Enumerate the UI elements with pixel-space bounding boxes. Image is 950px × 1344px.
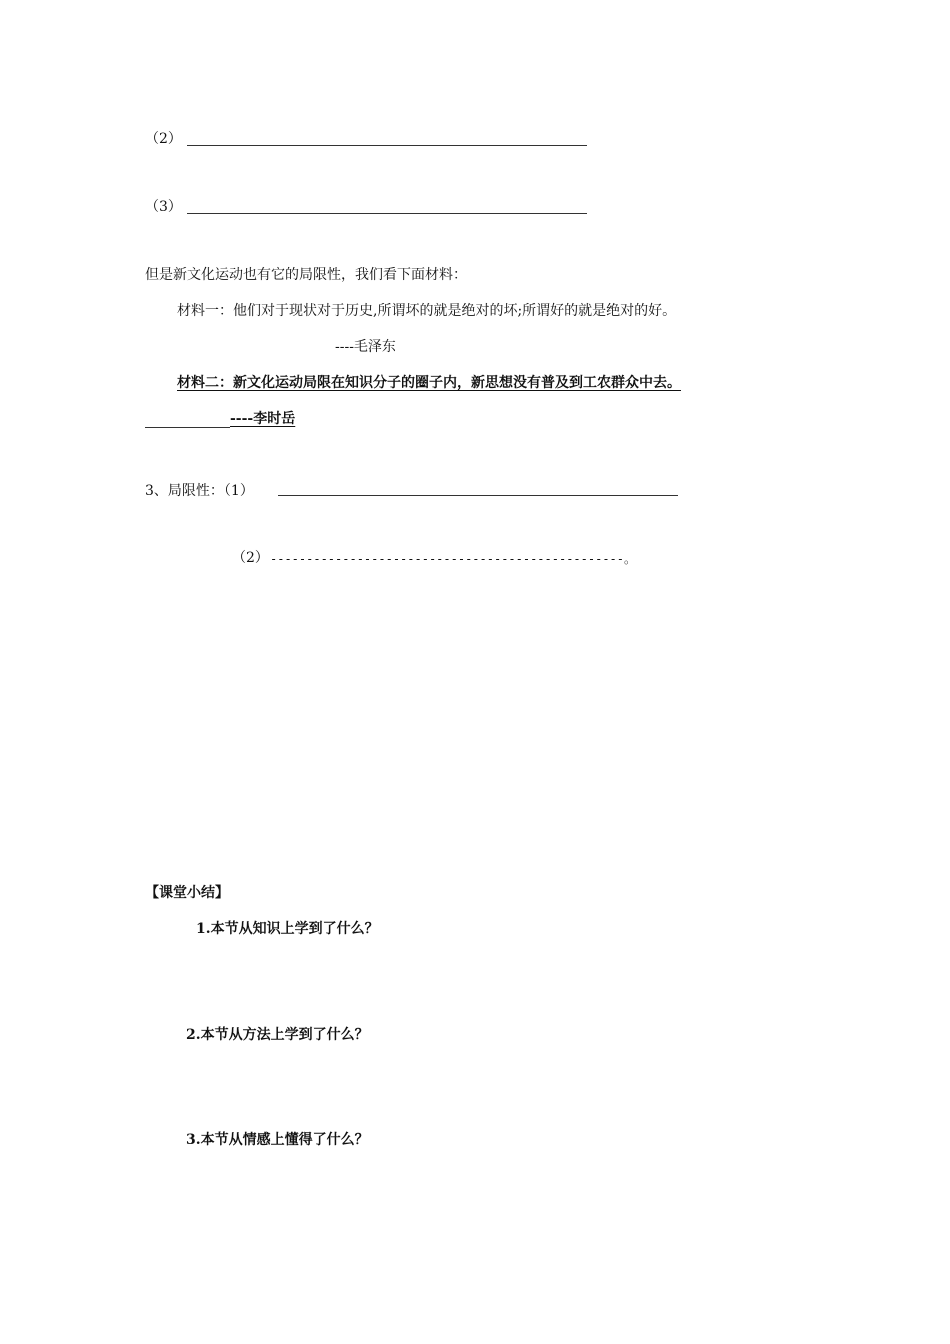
limitations-label: 3、局限性：（1） xyxy=(145,483,254,499)
material-one-text: 材料一：他们对于现状对于历史,所谓坏的就是绝对的坏;所谓好的就是绝对的好。 xyxy=(177,303,677,319)
material-one-attribution: ----毛泽东 xyxy=(335,339,396,355)
answer-blank-line xyxy=(187,213,587,214)
material-two-attribution: ----李时岳 xyxy=(230,411,296,427)
limitations-item2-blank: -------------------------------------------------。 xyxy=(270,552,637,566)
summary-question-1: 1.本节从知识上学到了什么？ xyxy=(196,921,379,937)
summary-question-2: 2.本节从方法上学到了什么？ xyxy=(186,1027,369,1043)
material-two-text: 材料二：新文化运动局限在知识分子的圈子内，新思想没有普及到工农群众中去。 xyxy=(177,375,681,391)
summary-heading: 【课堂小结】 xyxy=(145,885,229,901)
intro-text: 但是新文化运动也有它的局限性，我们看下面材料： xyxy=(145,267,467,283)
material-two-underline-lead xyxy=(145,427,230,428)
blank-label-2: （2） xyxy=(145,131,182,147)
answer-blank-line xyxy=(278,495,678,496)
limitations-item2-label: （2） xyxy=(232,550,269,566)
answer-blank-line xyxy=(187,145,587,146)
blank-label-3: （3） xyxy=(145,199,182,215)
summary-question-3: 3.本节从情感上懂得了什么？ xyxy=(186,1132,369,1148)
